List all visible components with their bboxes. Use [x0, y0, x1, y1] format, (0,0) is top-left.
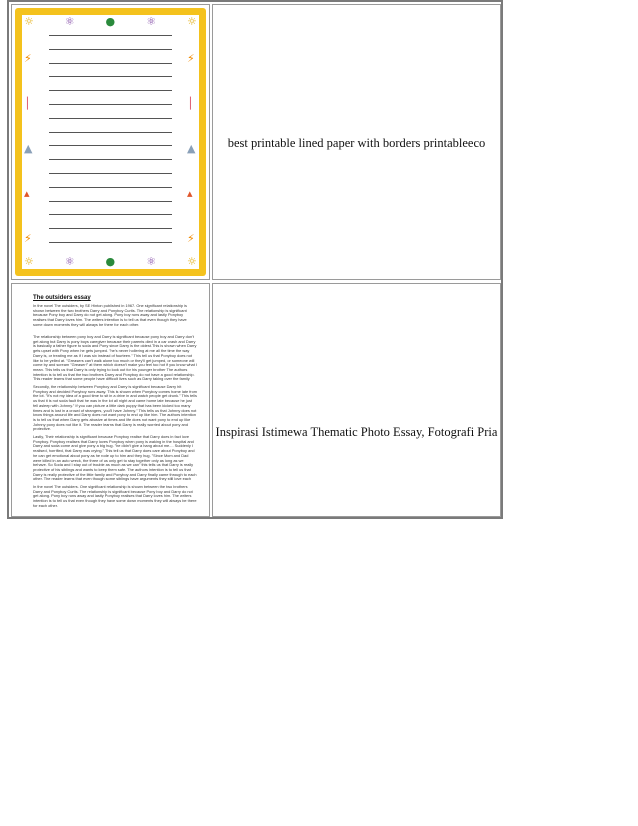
- result-thumbnail-essay[interactable]: [11, 283, 210, 517]
- result-caption-link[interactable]: best printable lined paper with borders printableeco: [227, 136, 486, 150]
- test-tube-icon: │: [187, 97, 194, 110]
- ruled-line: [49, 104, 172, 105]
- atom-icon: ⚛: [64, 15, 75, 28]
- lined-paper-sheet: [22, 15, 199, 269]
- lightning-icon: ⚡: [24, 52, 32, 65]
- lightbulb-icon: ☼: [187, 255, 197, 268]
- ruled-line: [49, 228, 172, 229]
- essay-paragraph-4: Lastly, Their relationship is significant because Ponyboy realise that Darry does in fact love Ponyboy. Ponyboy realises that Darry loves Ponyboy when pony is waking in the hospital and Darry and soda come and give pony a big hug. "he didn't give a hang about me.... Suddenly I realised, horrified, that Darry was crying." This tell us that Darry does care about Ponyboy and he can get emotional about pony as he rode up to him and they hug. "Since Mom and Dad were killed in an auto wreck, the three of us only get to stay together only as long as we behave. So Soda and I stay out of trouble as much as we can" this tells us that Darry is really protective of his siblings and wants to keep them safe. The authors intention is to tell us that Darry is really protective of the little family and Ponyboy and Darry finally came through to each other. The reader learns that even though some siblings have arguments they still love each: [33, 435, 197, 482]
- flask-icon: ▴: [187, 187, 193, 200]
- atom-icon: ⚛: [146, 255, 157, 268]
- result-caption-cell[interactable]: [212, 4, 501, 280]
- essay-paragraph-5: In the novel The outsiders. One significant relationship is shown between the two brothers Darry and Ponyboy Curtis. The relationship is significant because Pony boy and Darry do not get along. Pony boy runs away and lastly Ponyboy realises that Darry loves him. The writers intention is to tell us that even though they have some down moments they will always be there for each other.: [33, 485, 197, 508]
- ruled-line: [49, 187, 172, 188]
- ruled-line: [49, 173, 172, 174]
- ruled-line: [49, 145, 172, 146]
- essay-title: The outsiders essay: [33, 295, 91, 301]
- ruled-line: [49, 214, 172, 215]
- ruled-line: [49, 201, 172, 202]
- ruled-line: [49, 242, 172, 243]
- lined-paper-border: [15, 8, 206, 276]
- lightning-icon: ⚡: [187, 232, 195, 245]
- result-caption-cell[interactable]: [212, 283, 501, 517]
- ruled-line: [49, 49, 172, 50]
- atom-icon: ⚛: [64, 255, 75, 268]
- essay-paragraph-1: In the novel The outsiders, by SE Hinton published in 1967. One significant relationship is shown between the two brothers Darry and Ponyboy Curtis. The relationship is significant because Pony boy and Darry do not get along. Pony boy runs away and lastly Ponyboy realises that Darry loves him. The writers intention is to tell us that even though they have some down moments they will always be there for each other.: [33, 304, 187, 327]
- ruled-line: [49, 132, 172, 133]
- lightbulb-icon: ☼: [24, 15, 34, 28]
- lightning-icon: ⚡: [24, 232, 32, 245]
- lightbulb-icon: ☼: [187, 15, 197, 28]
- rocket-icon: ▲: [24, 142, 33, 155]
- essay-paragraph-2: The relationship between pony boy and Darry is significant because pony boy and Darry don't get along but Darry is pony boys caregiver because their parents died in a car crash and Darry is basically a father figure to soda and Pony since Darry is the oldest.This is shown when Darry gets upset with Pony when he gets jumped. "he's never hollering at me all the time the way Darry is, or treating me as if I was six instead of fourteen." This tell us that Ponyboy does not like to be yelled at. "Greasers can't walk alone too much or they'll get jumped, or someone will come by and scream "Greaser!" at them which doesn't make you feel too hot if you know what I mean. This tells us that Darry is only trying to look out for his younger brother The authors intention is to tell us that the two brothers Darry and Ponyboy do not have a good relationship. This reader learns that some people have difficult lives such as Darry taking over the family: [33, 335, 197, 382]
- lightbulb-icon: ☼: [24, 255, 34, 268]
- ruled-line: [49, 35, 172, 36]
- essay-page: [16, 288, 205, 512]
- globe-icon: ●: [105, 15, 116, 28]
- test-tube-icon: │: [24, 97, 31, 110]
- lightning-icon: ⚡: [187, 52, 195, 65]
- rocket-icon: ▲: [187, 142, 196, 155]
- result-thumbnail-lined-paper[interactable]: [11, 4, 210, 280]
- ruled-line: [49, 159, 172, 160]
- atom-icon: ⚛: [146, 15, 157, 28]
- essay-paragraph-3: Secondly, the relationship between Ponyboy and Darry is significant because Darry hit Ponyboy and decided Ponyboy runs away. This is shown when Ponyboy comes home late from the lot. "It's not my idea of a good time to sit in a drive in and watch people get drunk." This tells us that it is not soda fault that he was in the lot all night and came home late because he just fell asleep with Johnny." If you can picture a little dark puppy that has been kicked too many times and is lost in a crowd of strangers, you'll have Johnny." This tells us that Johnny does not know things around life and Darry does not want pony to end up like him. The authors intention is to tell us that when Darry gets abusive at times and life does not want pony to end up like Johnny pony does not like it. The reader learns that Darry is really worried about pony and protective.: [33, 385, 197, 432]
- image-results-grid: [7, 0, 503, 519]
- flask-icon: ▴: [24, 187, 30, 200]
- globe-icon: ●: [105, 255, 116, 268]
- ruled-line: [49, 90, 172, 91]
- ruled-line: [49, 118, 172, 119]
- result-caption-link[interactable]: Inspirasi Istimewa Thematic Photo Essay, Fotografi Pria: [215, 425, 498, 439]
- ruled-line: [49, 76, 172, 77]
- ruled-line: [49, 63, 172, 64]
